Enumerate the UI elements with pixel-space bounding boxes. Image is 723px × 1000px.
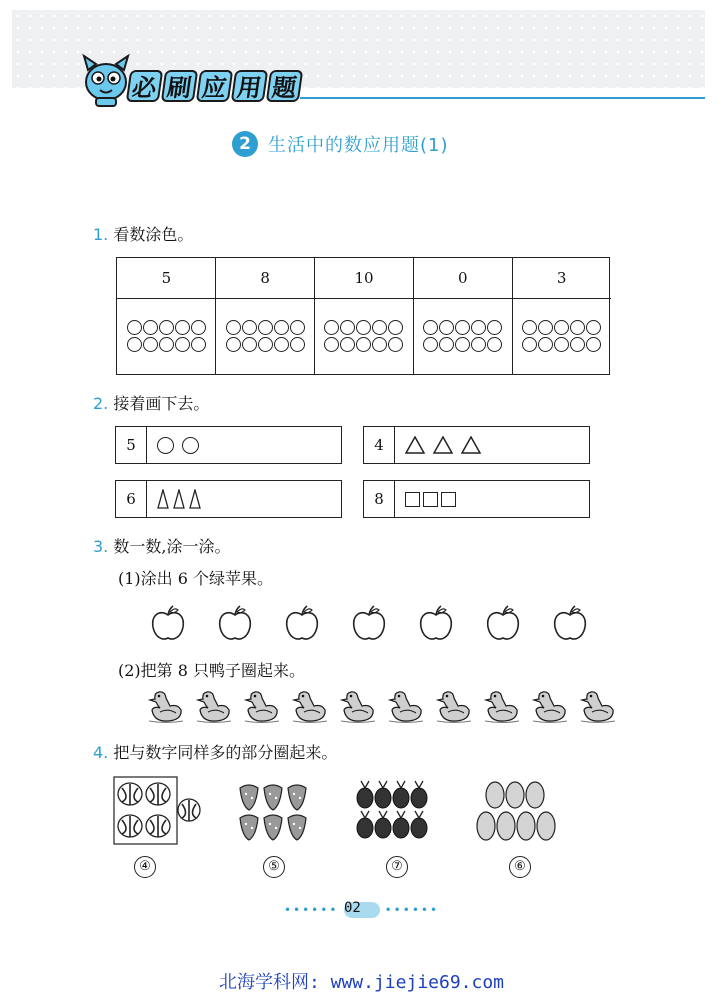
dots-decoration: •••••• xyxy=(384,903,440,917)
apple-icon[interactable] xyxy=(485,603,521,643)
apple-icon[interactable] xyxy=(150,603,186,643)
thin-triangle-icon xyxy=(173,489,185,509)
triangle-icon xyxy=(433,436,453,454)
triangle-icon xyxy=(405,436,425,454)
circle-group[interactable] xyxy=(517,299,607,353)
number-choice[interactable]: ⑦ xyxy=(386,856,408,878)
pattern-shapes xyxy=(395,427,481,463)
brand-char: 用 xyxy=(231,70,268,102)
apple-icon[interactable] xyxy=(284,603,320,643)
duck-row xyxy=(148,688,616,724)
color-count-table xyxy=(116,257,610,375)
duck-icon[interactable] xyxy=(532,688,568,724)
lesson-heading xyxy=(232,130,449,158)
circle-group[interactable] xyxy=(418,299,508,353)
cell-number: 8 xyxy=(216,258,315,299)
pattern-shapes xyxy=(395,481,456,517)
dots-decoration: •••••• xyxy=(283,903,339,917)
duck-icon[interactable] xyxy=(196,688,232,724)
lesson-number-badge: 2 xyxy=(232,131,258,157)
number-choice[interactable]: ⑥ xyxy=(509,856,531,878)
table-divider xyxy=(314,258,315,374)
square-icon xyxy=(405,492,420,507)
cell-number: 3 xyxy=(512,258,611,299)
thin-triangle-icon xyxy=(189,489,201,509)
apple-icon[interactable] xyxy=(217,603,253,643)
apple-icon[interactable] xyxy=(552,603,588,643)
question-number: 2. xyxy=(93,394,109,413)
duck-icon[interactable] xyxy=(580,688,616,724)
strawberry-group[interactable] xyxy=(236,780,316,842)
pattern-number: 4 xyxy=(364,427,395,463)
pattern-box[interactable] xyxy=(115,480,342,518)
question-text: 数一数,涂一涂。 xyxy=(113,537,231,556)
thin-triangle-icon xyxy=(157,489,169,509)
pineapple-group[interactable] xyxy=(355,780,439,842)
footer-watermark: 北海学科网: www.jiejie69.com xyxy=(218,972,505,993)
circle-group[interactable] xyxy=(319,299,409,353)
question-number: 1. xyxy=(93,225,109,244)
triangle-icon xyxy=(461,436,481,454)
pattern-number: 6 xyxy=(116,481,147,517)
pattern-box[interactable] xyxy=(115,426,342,464)
number-choice[interactable]: ⑤ xyxy=(263,856,285,878)
cell-number: 5 xyxy=(117,258,216,299)
table-divider xyxy=(413,258,414,374)
apple-row xyxy=(150,603,588,643)
lesson-title: 生活中的数应用题(1) xyxy=(268,135,449,156)
table-column xyxy=(512,258,611,374)
question-text: 看数涂色。 xyxy=(113,225,194,244)
circle-icon xyxy=(157,437,174,454)
brand-title xyxy=(128,70,303,104)
pattern-shapes xyxy=(147,427,199,463)
brand-char: 应 xyxy=(196,70,233,102)
duck-icon[interactable] xyxy=(388,688,424,724)
duck-icon[interactable] xyxy=(244,688,280,724)
duck-icon[interactable] xyxy=(292,688,328,724)
question-3-label xyxy=(93,536,230,558)
circle-group[interactable] xyxy=(121,299,211,353)
table-column xyxy=(315,258,414,374)
pattern-box[interactable] xyxy=(363,480,590,518)
question-text: 接着画下去。 xyxy=(113,394,210,413)
watermelon-group[interactable] xyxy=(113,776,203,846)
header-rule xyxy=(300,97,705,99)
number-choice[interactable]: ④ xyxy=(134,856,156,878)
pattern-shapes xyxy=(147,481,201,517)
circle-group[interactable] xyxy=(220,299,310,353)
question-number: 3. xyxy=(93,537,109,556)
table-column xyxy=(216,258,315,374)
square-icon xyxy=(423,492,438,507)
question-1-label xyxy=(93,224,193,246)
duck-icon[interactable] xyxy=(148,688,184,724)
pattern-number: 5 xyxy=(116,427,147,463)
cell-number: 0 xyxy=(413,258,512,299)
duck-icon[interactable] xyxy=(484,688,520,724)
brand-char: 题 xyxy=(266,70,303,102)
page-number: 02 xyxy=(344,900,361,916)
pattern-box[interactable] xyxy=(363,426,590,464)
mango-group[interactable] xyxy=(474,780,558,844)
question-text: 把与数字同样多的部分圈起来。 xyxy=(113,743,338,762)
cell-number: 10 xyxy=(315,258,414,299)
table-column xyxy=(117,258,216,374)
page-number-area xyxy=(0,898,723,918)
table-divider xyxy=(215,258,216,374)
circle-icon xyxy=(182,437,199,454)
question-3-part-2: (2)把第 8 只鸭子圈起来。 xyxy=(118,661,306,680)
question-2-label xyxy=(93,393,209,415)
question-3-part-1: (1)涂出 6 个绿苹果。 xyxy=(118,569,274,588)
question-number: 4. xyxy=(93,743,109,762)
table-divider xyxy=(512,258,513,374)
square-icon xyxy=(441,492,456,507)
table-column xyxy=(413,258,512,374)
brand-char: 必 xyxy=(126,70,163,102)
mascot-icon xyxy=(78,52,134,108)
apple-icon[interactable] xyxy=(418,603,454,643)
question-4-label xyxy=(93,742,337,764)
duck-icon[interactable] xyxy=(340,688,376,724)
duck-icon[interactable] xyxy=(436,688,472,724)
brand-char: 刷 xyxy=(161,70,198,102)
pattern-number: 8 xyxy=(364,481,395,517)
apple-icon[interactable] xyxy=(351,603,387,643)
